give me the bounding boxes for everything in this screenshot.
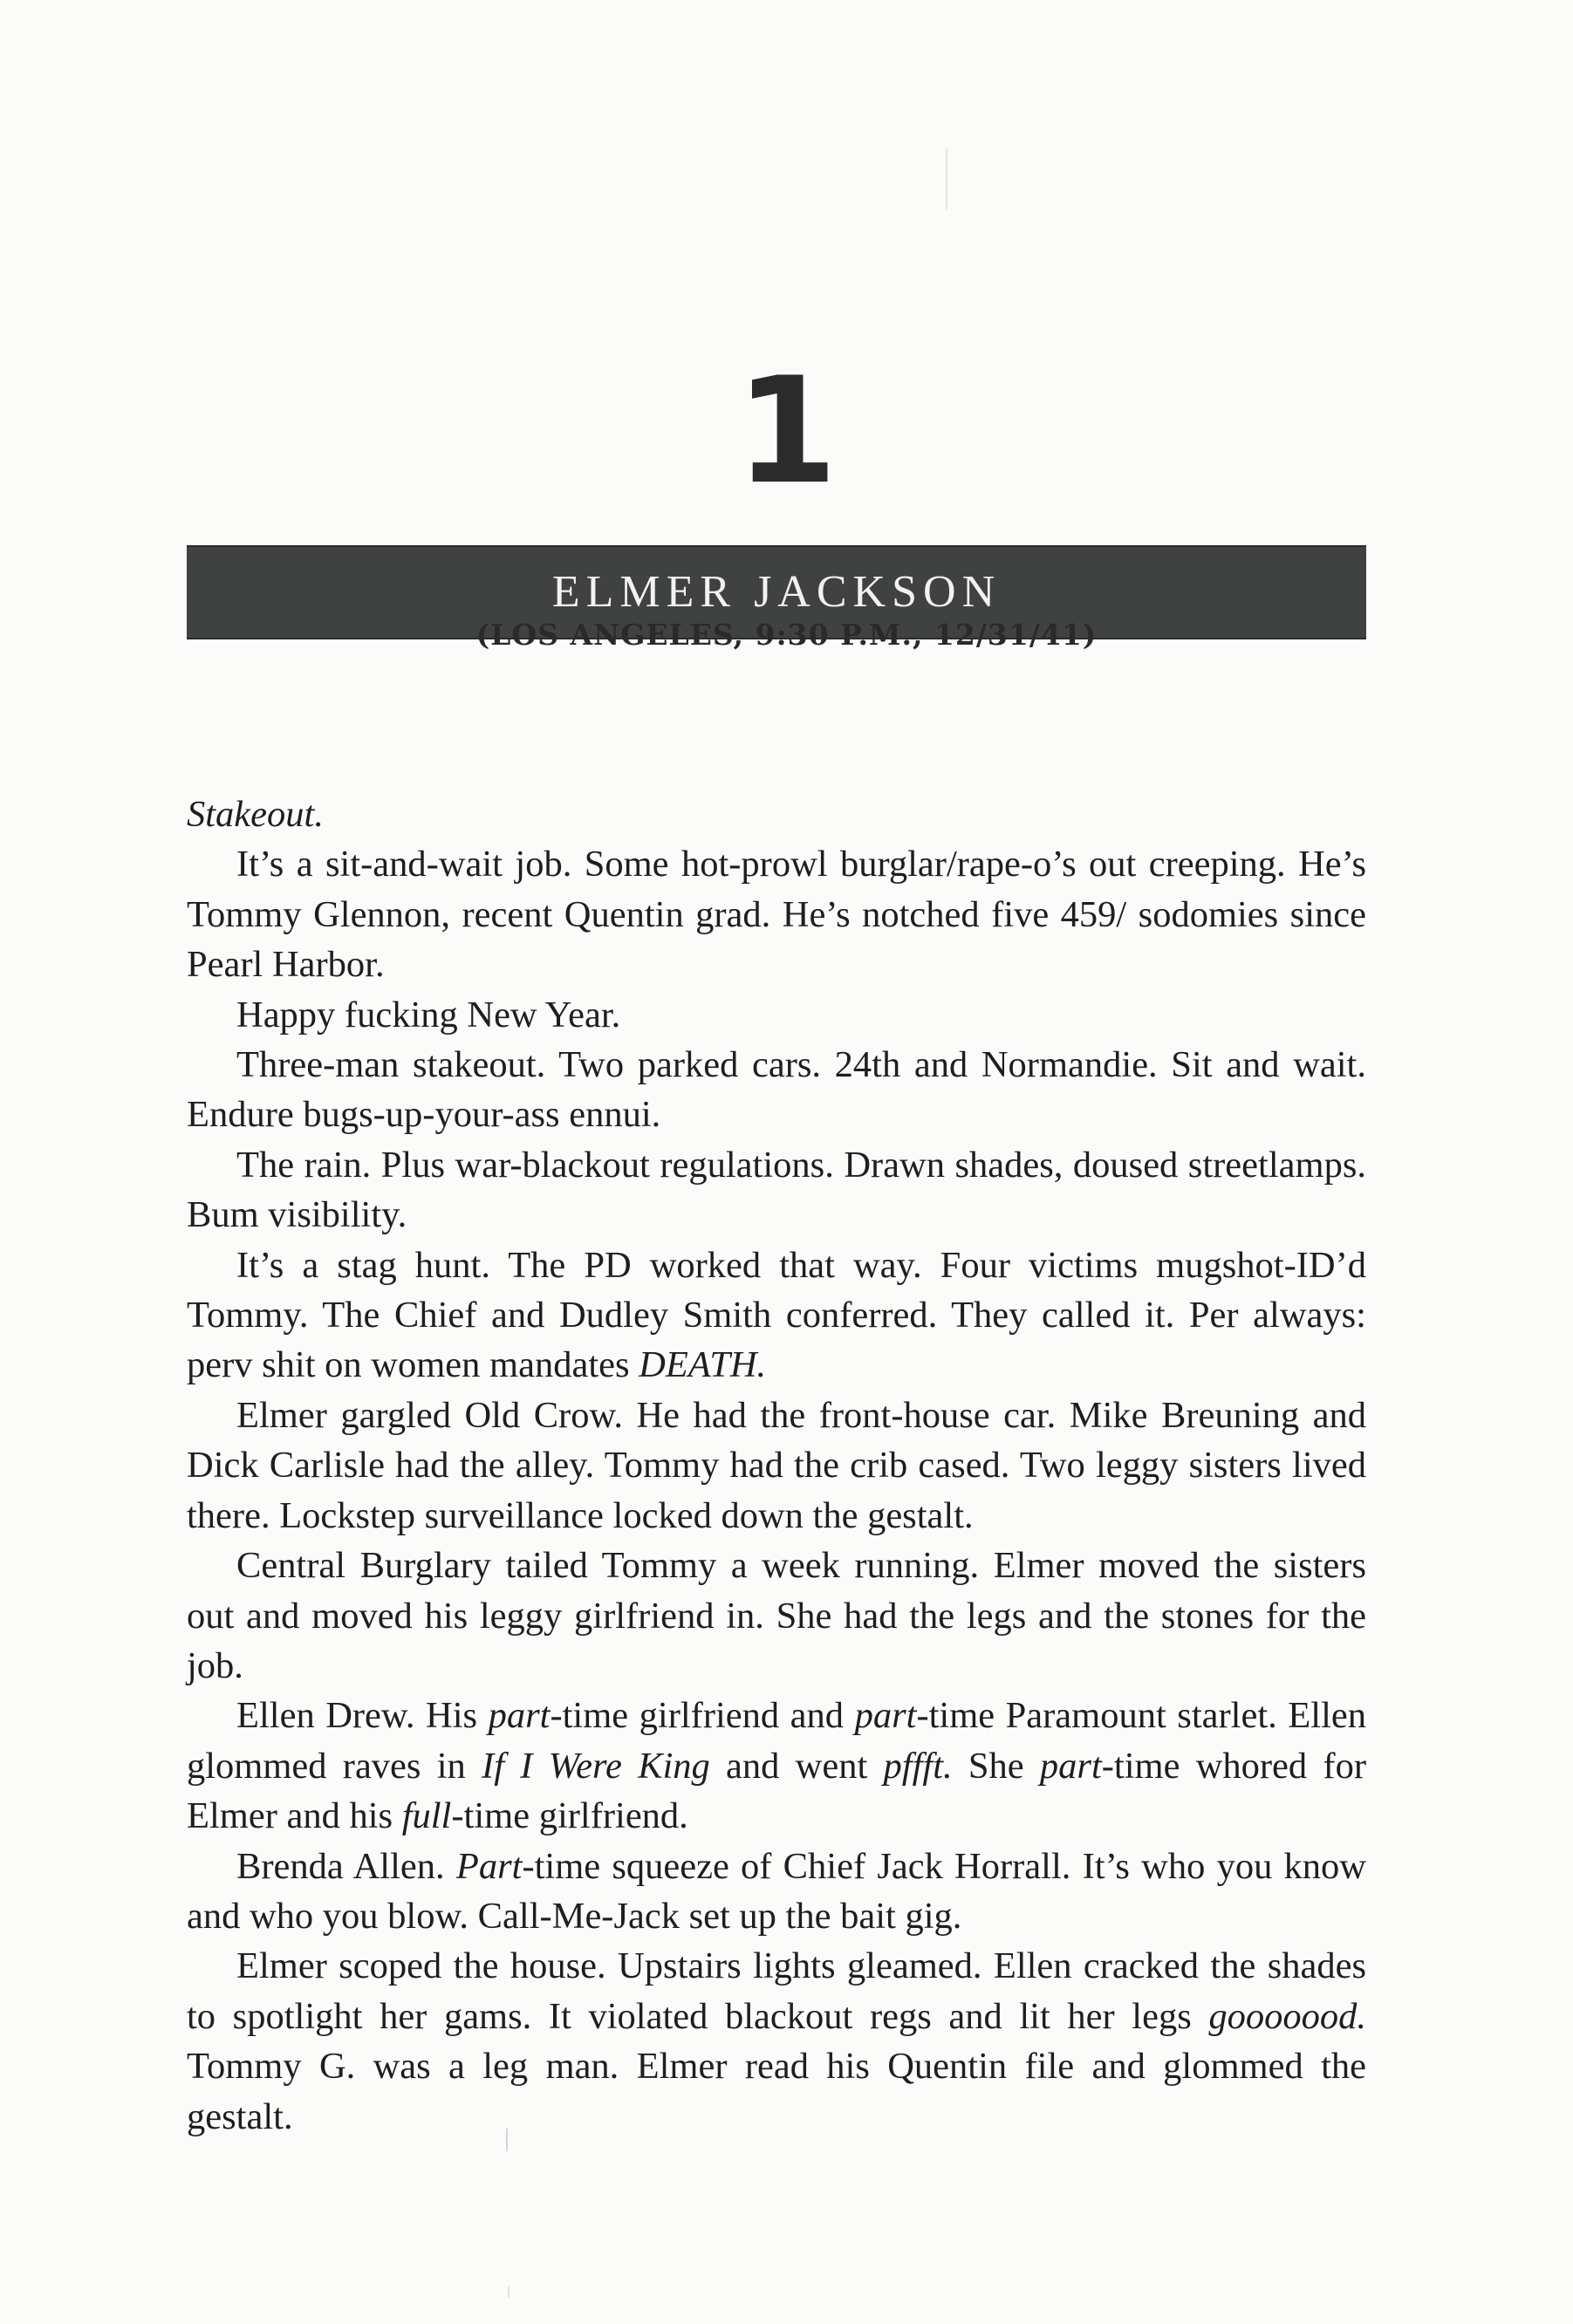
- italic-text-run: part: [488, 1695, 551, 1737]
- stray-mark: [508, 2286, 510, 2298]
- body-paragraph: [187, 1691, 1366, 1841]
- chapter-dateline: (LOS ANGELES, 9:30 P.M., 12/31/41): [475, 618, 1098, 652]
- text-run: The rain. Plus war-blackout regulations. Drawn shades, doused streetlamps. Bum visibility.: [187, 1144, 1366, 1236]
- body-paragraph: [187, 1140, 1366, 1241]
- body-paragraph: [187, 789, 1366, 839]
- text-run: She: [952, 1745, 1040, 1787]
- italic-text-run: Stakeout.: [187, 794, 324, 835]
- text-run: Three-man stakeout. Two parked cars. 24th and Normandie. Sit and wait. Endure bugs-up-your-ass ennui.: [187, 1044, 1366, 1136]
- body-paragraph: [187, 1541, 1366, 1691]
- chapter-body-text: [187, 789, 1366, 2142]
- text-run: -time girlfriend and: [550, 1695, 855, 1737]
- stray-mark: [946, 148, 947, 209]
- chapter-number: 1: [735, 345, 838, 516]
- italic-text-run: gooooood.: [1208, 1995, 1366, 2037]
- text-run: It’s a sit-and-wait job. Some hot-prowl burglar/rape-o’s out creeping. He’s Tommy Glennon, recent Quentin grad. He’s notched five 459/ sodomies since Pearl Harbor.: [187, 844, 1366, 986]
- italic-text-run: part: [854, 1695, 917, 1737]
- body-paragraph: [187, 990, 1366, 1040]
- text-run: Happy fucking New Year.: [236, 994, 621, 1036]
- text-run: -time girlfriend.: [451, 1795, 688, 1837]
- italic-text-run: DEATH.: [639, 1344, 767, 1386]
- italic-text-run: full: [401, 1795, 452, 1837]
- text-run: It’s a stag hunt. The PD worked that way. Four victims mugshot-ID’d Tommy. The Chief and Dudley Smith conferred. They called it. Per always: perv shit on women mandates: [187, 1244, 1366, 1386]
- body-paragraph: [187, 839, 1366, 989]
- body-paragraph: [187, 1842, 1366, 1942]
- text-run: -time whored for Elmer and his: [187, 1745, 1366, 1837]
- body-paragraph: [187, 1040, 1366, 1140]
- body-paragraph: [187, 1241, 1366, 1391]
- text-run: -time Paramount starlet. Ellen glommed raves in: [187, 1695, 1366, 1787]
- italic-text-run: Part: [455, 1845, 523, 1887]
- chapter-title: ELMER JACKSON: [551, 567, 1002, 617]
- body-paragraph: [187, 1941, 1366, 2142]
- text-run: Central Burglary tailed Tommy a week running. Elmer moved the sisters out and moved his leggy girlfriend in. She had the legs and the stones for the job.: [187, 1545, 1366, 1686]
- text-run: Tommy G. was a leg man. Elmer read his Quentin file and glommed the gestalt.: [187, 2046, 1366, 2137]
- text-run: Ellen Drew. His: [236, 1695, 489, 1737]
- italic-text-run: If I Were King: [482, 1745, 710, 1787]
- text-run: Elmer gargled Old Crow. He had the front-house car. Mike Breuning and Dick Carlisle had the alley. Tommy had the crib cased. Two leggy sisters lived there. Lockstep surveillance locked down the gestalt.: [187, 1394, 1366, 1536]
- text-run: Elmer scoped the house. Upstairs lights gleamed. Ellen cracked the shades to spotlight her gams. It violated blackout regs and lit her legs: [187, 1945, 1366, 2037]
- text-run: -time squeeze of Chief Jack Horrall. It’s who you know and who you blow. Call-Me-Jack set up the bait gig.: [187, 1845, 1366, 1937]
- text-run: Brenda Allen.: [236, 1845, 456, 1887]
- body-paragraph: [187, 1391, 1366, 1541]
- stray-mark: [506, 2129, 508, 2151]
- italic-text-run: part: [1039, 1745, 1102, 1787]
- italic-text-run: pffft.: [883, 1745, 953, 1787]
- text-run: and went: [709, 1745, 884, 1787]
